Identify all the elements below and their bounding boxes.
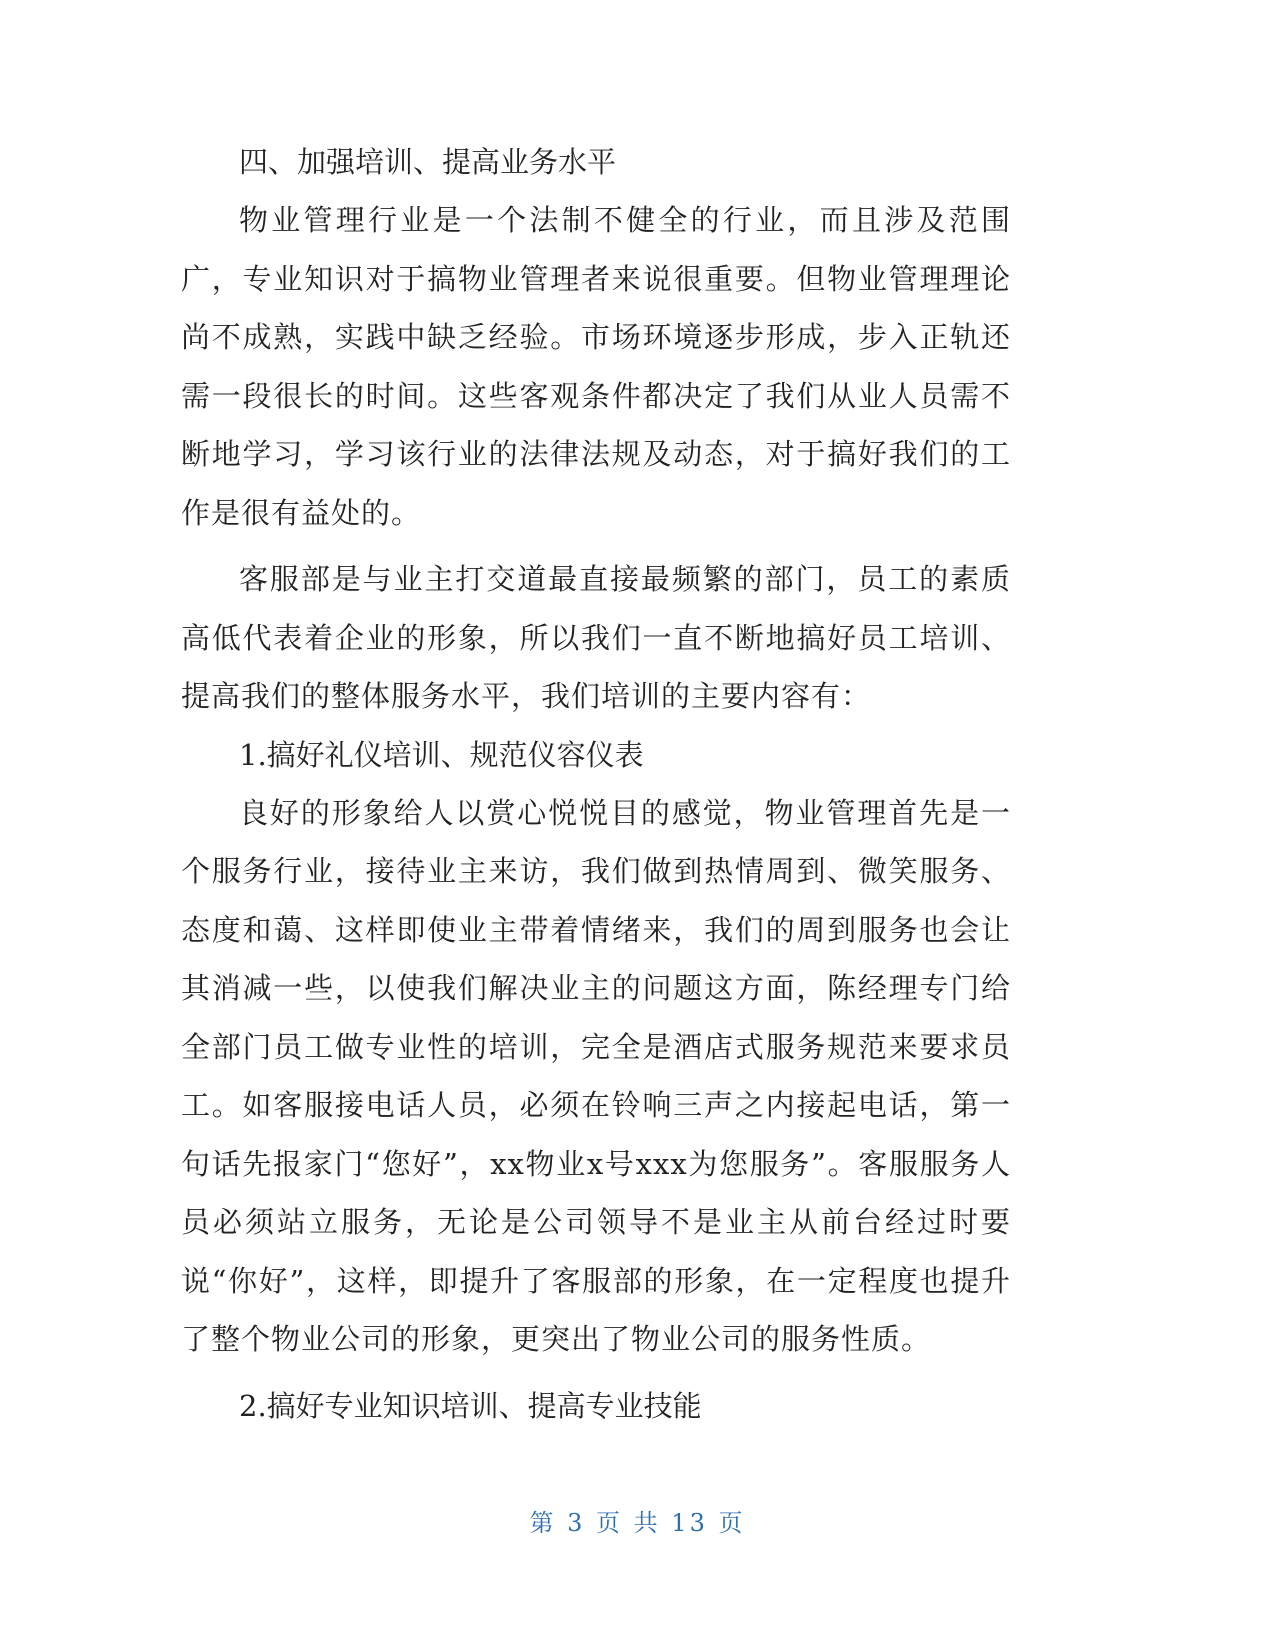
paragraph-customer-service: 客服部是与业主打交道最直接最频繁的部门，员工的素质高低代表着企业的形象，所以我们一直不断地搞好员工培训、提高我们的整体服务水平，我们培训的主要内容有： — [181, 562, 1011, 713]
page-footer: 第 3 页 共 13 页 — [529, 1509, 746, 1537]
item2-heading: 2.搞好专业知识培训、提高专业技能 — [239, 1388, 702, 1423]
item1-heading: 1.搞好礼仪培训、规范仪容仪表 — [239, 737, 644, 772]
section-heading: 四、加强培训、提高业务水平 — [239, 145, 617, 179]
document-body — [181, 133, 1011, 1435]
paragraph-industry: 物业管理行业是一个法制不健全的行业，而且涉及范围广，专业知识对于搞物业管理者来说很重要。但物业管理理论尚不成熟，实践中缺乏经验。市场环境逐步形成，步入正轨还需一段很长的时间。这些客观条件都决定了我们从业人员需不断地学习，学习该行业的法律法规及动态，对于搞好我们的工作是很有益处的。 — [181, 203, 1011, 530]
item1-paragraph: 良好的形象给人以赏心悦悦目的感觉，物业管理首先是一个服务行业，接待业主来访，我们做到热情周到、微笑服务、态度和蔼、这样即使业主带着情绪来，我们的周到服务也会让其消减一些，以使我们解决业主的问题这方面，陈经理专门给全部门员工做专业性的培训，完全是酒店式服务规范来要求员工。如客服接电话人员，必须在铃响三声之内接起电话，第一句话先报家门“您好”，xx物业x号xxx为您服务”。客服服务人员必须站立服务，无论是公司领导不是业主从前台经过时要说“你好”，这样，即提升了客服部的形象，在一定程度也提升了整个物业公司的形象，更突出了物业公司的服务性质。 — [181, 795, 1011, 1356]
